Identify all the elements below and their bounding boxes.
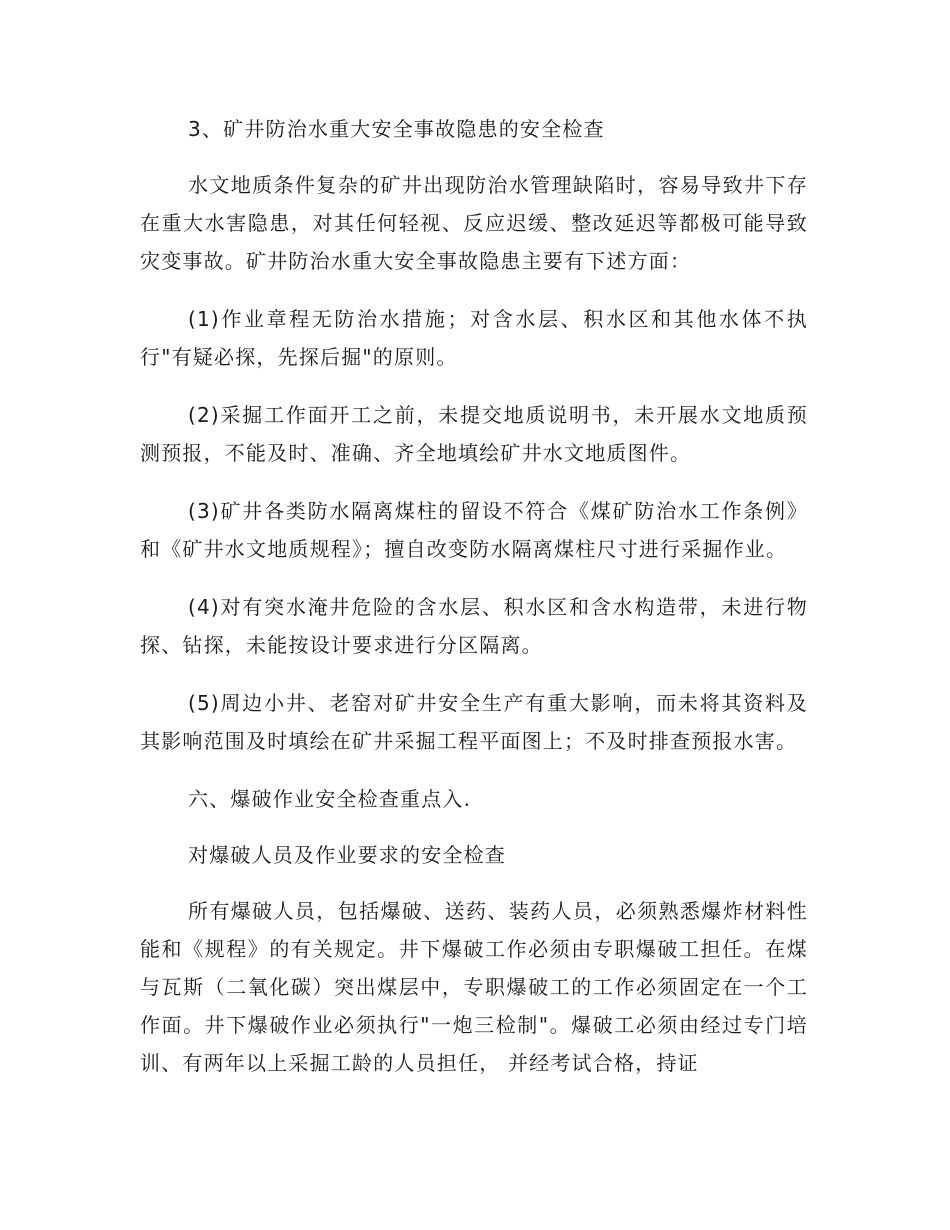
list-item-2: (2)采掘工作面开工之前，未提交地质说明书，未开展水文地质预测预报，不能及时、准确、齐全地填绘矿井水文地质图件。 [140, 403, 808, 465]
paragraph-blasting-personnel: 所有爆破人员，包括爆破、送药、装药人员，必须熟悉爆炸材料性能和《规程》的有关规定。井下爆破工作必须由专职爆破工担任。在煤与瓦斯（二氧化碳）突出煤层中，专职爆破工的工作必须固定在一个工作面。井下爆破作业必须执行"一炮三检制"。爆破工必须由经过专门培训、有两年以上采掘工龄的人员担任， 并经考试合格，持证 [140, 899, 808, 1075]
list-item-5: (5)周边小井、老窑对矿井安全生产有重大影响，而未将其资料及其影响范围及时填绘在矿井采掘工程平面图上；不及时排查预报水害。 [140, 691, 808, 753]
list-item-3: (3)矿井各类防水隔离煤柱的留设不符合《煤矿防治水工作条例》和《矿井水文地质规程》；擅自改变防水隔离煤柱尺寸进行采掘作业。 [140, 499, 808, 561]
list-item-4: (4)对有突水淹井危险的含水层、积水区和含水构造带，未进行物探、钻探，未能按设计要求进行分区隔离。 [140, 595, 808, 657]
section-heading-blasting: 六、爆破作业安全检查重点入. [188, 787, 472, 811]
section-heading-mine-water-hazard: 3、矿井防治水重大安全事故隐患的安全检查 [188, 117, 605, 141]
list-item-1: (1)作业章程无防治水措施；对含水层、积水区和其他水体不执行"有疑必探，先探后掘"的原则。 [140, 307, 808, 369]
subheading-blasting-personnel: 对爆破人员及作业要求的安全检查 [188, 843, 506, 867]
paragraph-intro-water-hazard: 水文地质条件复杂的矿井出现防治水管理缺陷时，容易导致井下存在重大水害隐患，对其任何轻视、反应迟缓、整改延迟等都极可能导致灾变事故。矿井防治水重大安全事故隐患主要有下述方面： [140, 173, 808, 273]
document-body [140, 110, 808, 1102]
